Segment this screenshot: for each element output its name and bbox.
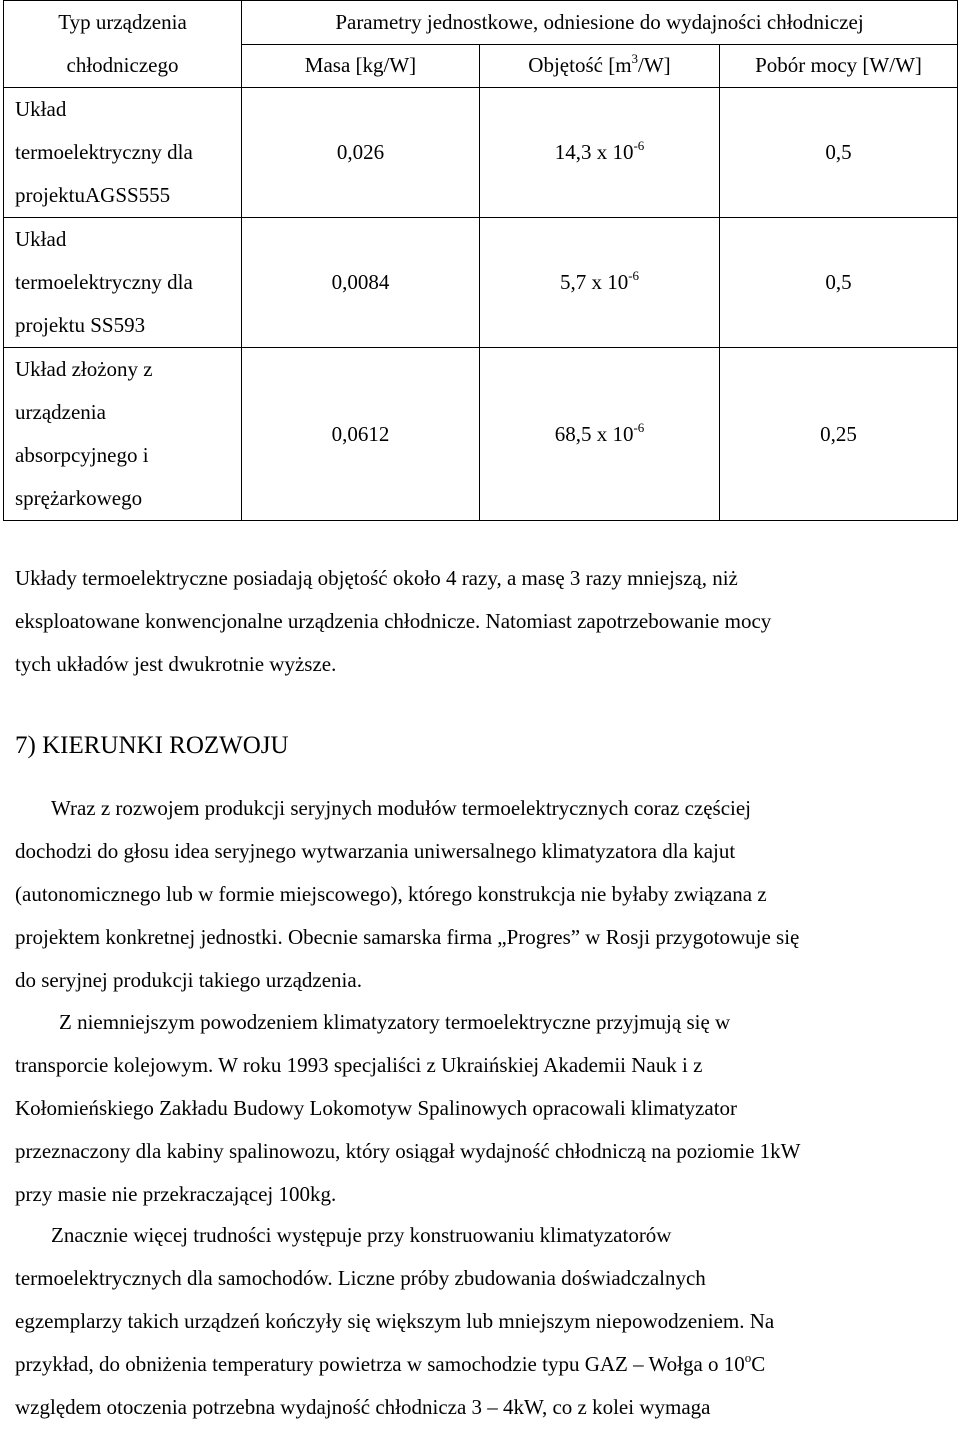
row-volume	[480, 218, 720, 348]
text-line: przeznaczony dla kabiny spalinowozu, który osiągał wydajność chłodniczą na poziomie 1kW	[15, 1139, 801, 1163]
row-volume-exponent: -6	[633, 419, 645, 435]
row-volume-value: 14,3 x 10	[554, 140, 634, 164]
text-line: transporcie kolejowym. W roku 1993 specjaliści z Ukraińskiej Akademii Nauk i z	[15, 1053, 703, 1077]
temperature-unit: C	[751, 1352, 766, 1376]
text-line: eksploatowane konwencjonalne urządzenia chłodnicze. Natomiast zapotrzebowanie mocy	[15, 609, 772, 633]
paragraph-serial-production	[15, 787, 950, 1002]
header-volume-text: Objętość [m	[528, 53, 632, 78]
header-type-line: chłodniczego	[66, 53, 179, 77]
text-line: (autonomicznego lub w formie miejscowego), którego konstrukcja nie byłaby związana z	[15, 882, 767, 906]
row-volume-exponent: -6	[628, 268, 640, 283]
row-type-line: projektuAGSS555	[15, 183, 171, 207]
text-line: egzemplarzy takich urządzeń kończyły się większym lub mniejszym niepowodzeniem. Na	[15, 1309, 775, 1333]
row-mass: 0,026	[242, 88, 480, 218]
row-device-type	[4, 348, 242, 521]
header-parameters-group: Parametry jednostkowe, odniesione do wydajności chłodniczej	[242, 1, 958, 45]
table-row	[4, 218, 958, 348]
text-line: do seryjnej produkcji takiego urządzenia.	[15, 968, 362, 992]
table-row	[4, 88, 958, 218]
text-line-part: przykład, do obniżenia temperatury powietrza w samochodzie typu GAZ – Wołga o 10	[15, 1352, 745, 1376]
paragraph-cars	[15, 1214, 950, 1429]
row-power: 0,5	[720, 218, 958, 348]
paragraph-rail-transport	[15, 1001, 950, 1216]
header-device-type	[4, 1, 242, 88]
table-row	[4, 348, 958, 521]
header-volume-unit: /W]	[638, 53, 671, 78]
text-line: Układy termoelektryczne posiadają objętość około 4 razy, a masę 3 razy mniejszą, niż	[15, 566, 738, 590]
text-line: tych układów jest dwukrotnie wyższe.	[15, 652, 337, 676]
header-volume-exponent: 3	[631, 51, 639, 67]
text-line: termoelektrycznych dla samochodów. Liczne próby zbudowania doświadczalnych	[15, 1266, 706, 1290]
row-volume-exponent: -6	[633, 138, 645, 153]
text-line: Z niemniejszym powodzeniem klimatyzatory termoelektryczne przyjmują się w	[59, 1010, 731, 1034]
row-device-type	[4, 218, 242, 348]
row-device-type	[4, 88, 242, 218]
row-type-line: sprężarkowego	[15, 486, 143, 510]
header-power: Pobór mocy [W/W]	[720, 44, 958, 88]
header-type-line: Typ urządzenia	[58, 10, 187, 34]
parameters-table	[3, 0, 958, 521]
row-mass: 0,0612	[242, 348, 480, 521]
row-volume-value: 68,5 x 10	[554, 421, 634, 446]
header-volume	[480, 44, 720, 88]
header-mass: Masa [kg/W]	[242, 44, 480, 88]
text-line: względem otoczenia potrzebna wydajność chłodnicza 3 – 4kW, co z kolei wymaga	[15, 1395, 711, 1419]
row-type-line: absorpcyjnego i	[15, 443, 149, 467]
text-line: przy masie nie przekraczającej 100kg.	[15, 1182, 337, 1206]
section-heading: 7) KIERUNKI ROZWOJU	[15, 732, 289, 759]
text-line	[15, 1352, 765, 1376]
row-type-line: termoelektryczny dla	[15, 140, 193, 164]
text-line: Znacznie więcej trudności występuje przy konstruowaniu klimatyzatorów	[51, 1223, 672, 1247]
row-type-line: Układ	[15, 227, 67, 251]
intro-paragraph	[15, 557, 950, 686]
degree-superscript: o	[744, 1350, 752, 1365]
row-type-line: termoelektryczny dla	[15, 270, 193, 294]
row-volume	[480, 348, 720, 521]
text-line: Kołomieńskiego Zakładu Budowy Lokomotyw Spalinowych opracowali klimatyzator	[15, 1096, 738, 1120]
row-type-line: urządzenia	[15, 400, 106, 424]
text-line: dochodzi do głosu idea seryjnego wytwarzania uniwersalnego klimatyzatora dla kajut	[15, 839, 736, 863]
text-line: projektem konkretnej jednostki. Obecnie samarska firma „Progres” w Rosji przygotowuje się	[15, 925, 800, 949]
row-volume-value: 5,7 x 10	[559, 270, 629, 294]
row-mass: 0,0084	[242, 218, 480, 348]
row-type-line: projektu SS593	[15, 313, 146, 337]
row-power: 0,5	[720, 88, 958, 218]
row-type-line: Układ	[15, 97, 67, 121]
row-type-line: Układ złożony z	[15, 357, 153, 381]
text-line: Wraz z rozwojem produkcji seryjnych modułów termoelektrycznych coraz częściej	[51, 796, 752, 820]
row-volume	[480, 88, 720, 218]
row-power: 0,25	[720, 348, 958, 521]
